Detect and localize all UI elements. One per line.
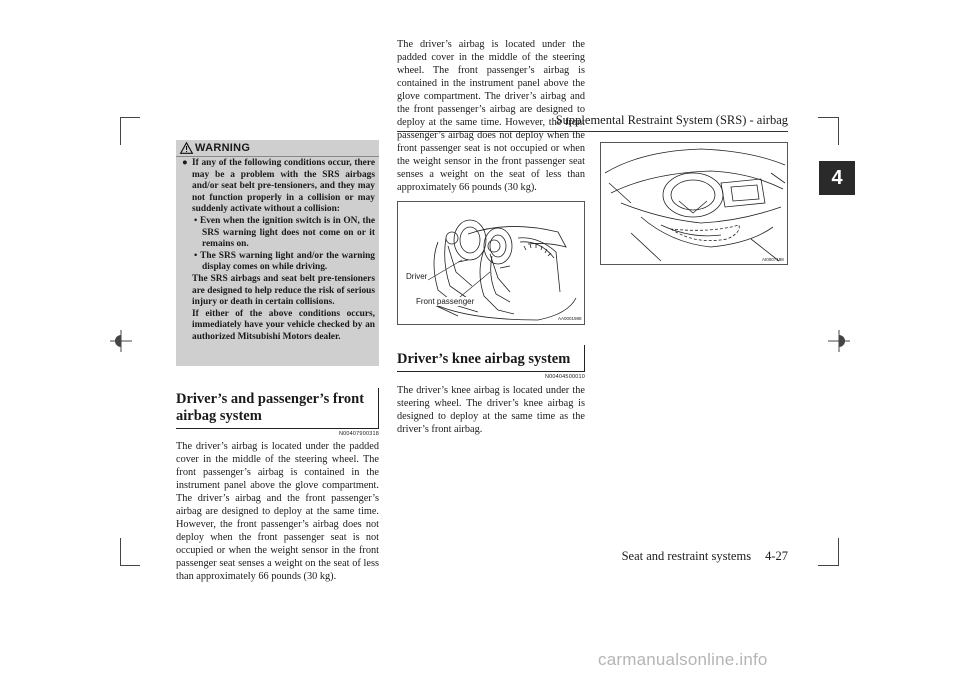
front-airbag-body-continued: The driver’s airbag is located under the padded cover in the middle of the steering wheel. The front passenger’s airbag is contained in the instrument panel above the glove compartment. The driver’s airbag and the front passenger’s airbag are designed to deploy at the same time. However, the front passenger’s airbag does not deploy when the front passenger seat is not occupied or when the weight sensor in the front passenger seat senses a weight on the seat of less than approximately 66 pounds (30 kg).: [397, 39, 585, 193]
warning-triangle-icon: [180, 142, 193, 154]
figure-label-front-passenger: Front passenger: [416, 297, 475, 306]
page-header-title: Supplemental Restraint System (SRS) - airbag: [555, 113, 788, 127]
front-airbag-text-col1: [176, 440, 379, 582]
filled-circle-bullet-icon: ●: [182, 158, 188, 168]
heading-rule: [397, 371, 585, 372]
section-code: N00407900318: [338, 431, 379, 437]
front-airbag-text-col2: [397, 39, 585, 194]
crop-mark: [838, 538, 839, 566]
heading-rule: [584, 345, 585, 372]
section-code: N00404500010: [544, 374, 585, 380]
page-footer: [560, 549, 788, 564]
crop-mark: [120, 565, 140, 566]
warning-bullet: • Even when the ignition switch is in ON, the SRS warning light does not come on or it remains on.: [194, 215, 375, 250]
registration-mark-icon: [828, 330, 850, 352]
airbag-location-figure: [397, 201, 585, 325]
front-airbag-body: The driver’s airbag is located under the padded cover in the middle of the steering wheel. The front passenger’s airbag is contained in the instrument panel above the glove compartment. The driver’s airbag and the front passenger’s airbag are designed to deploy at the same time. However, the front passenger’s airbag does not deploy when the front passenger seat is not occupied or when the weight sensor in the front passenger seat senses a weight on the seat of less than approximately 66 pounds (30 kg).: [176, 441, 379, 582]
footer-section-name: Seat and restraint systems: [621, 549, 752, 563]
crop-mark: [818, 117, 838, 118]
warning-rule: [176, 156, 379, 157]
knee-airbag-figure: [600, 142, 788, 265]
warning-main-item: [182, 158, 375, 216]
registration-mark-icon: [110, 330, 132, 352]
knee-airbag-body: The driver’s knee airbag is located under the steering wheel. The driver’s knee airbag is designed to deploy at the same time as the driver’s front airbag.: [397, 385, 585, 435]
crop-mark: [838, 117, 839, 145]
crop-mark: [818, 565, 838, 566]
warning-label: WARNING: [195, 142, 251, 154]
crop-mark: [120, 117, 140, 118]
watermark-text: carmanualsonline.info: [598, 650, 768, 669]
warning-body: [182, 158, 375, 344]
warning-paragraph: If either of the above conditions occurs, immediately have your vehicle checked by an authorized Mitsubishi Motors dealer.: [192, 308, 375, 342]
warning-title: [180, 141, 250, 155]
footer-page-number: 4-27: [765, 549, 788, 563]
warning-paragraph: The SRS airbags and seat belt pre-tensioners are designed to help reduce the risk of serious injury or death in certain collisions.: [192, 273, 375, 308]
warning-box: [176, 140, 379, 366]
heading-rule: [378, 388, 379, 429]
knee-airbag-illustration-icon: [601, 143, 789, 266]
heading-rule: [176, 428, 379, 429]
figure-code: AA0001988: [558, 316, 582, 321]
crop-mark: [120, 117, 121, 145]
section-heading-front-airbag: Driver’s and passenger’s front airbag system: [176, 391, 365, 424]
warning-main-text: If any of the following conditions occur, there may be a problem with the SRS airbags and/or seat belt pre-tensioners, and they may not function properly in a collision or may suddenly activate without a collision:: [192, 158, 375, 215]
warning-bullet: • The SRS warning light and/or the warning display comes on while driving.: [194, 250, 375, 273]
figure-label-driver: Driver: [406, 272, 428, 281]
airbag-illustration-icon: [398, 202, 586, 326]
chapter-tab[interactable]: 4: [819, 161, 855, 195]
figure-code: AI0007198: [762, 257, 784, 262]
crop-mark: [120, 538, 121, 566]
section-heading-knee-airbag: Driver’s knee airbag system: [397, 351, 571, 367]
